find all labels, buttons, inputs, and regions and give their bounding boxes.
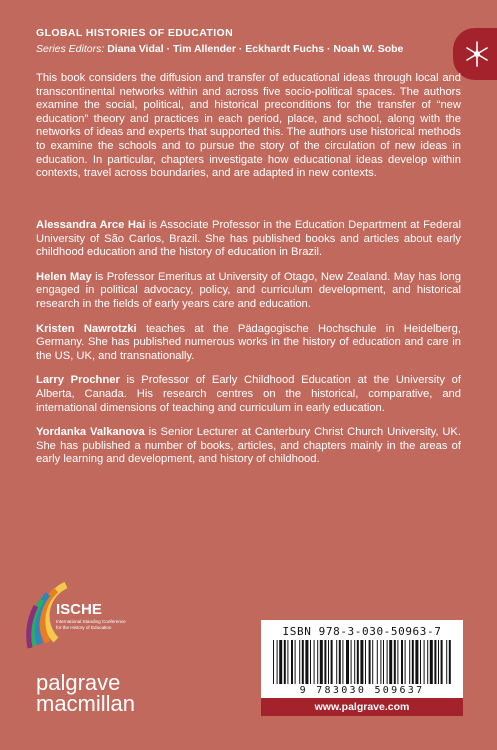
author-bio-text: is Senior Lecturer at Canterbury Christ Church University, UK. She has published a number of books, articles, and chapters mainly in the areas of early learning and development, and history of childhood.	[36, 426, 461, 466]
palgrave-macmillan-logo	[36, 672, 135, 714]
ische-line-1: International Standing Conference	[56, 619, 126, 624]
author-bio	[36, 374, 461, 415]
series-title: GLOBAL HISTORIES OF EDUCATION	[36, 27, 234, 39]
publisher-line-2: macmillan	[36, 691, 136, 716]
isbn: ISBN 978-3-030-50963-7	[282, 625, 442, 638]
ische-logo	[26, 570, 136, 660]
series-editors	[36, 43, 403, 55]
series-editors-label: Series Editors:	[36, 43, 105, 55]
author-bio	[36, 271, 461, 312]
author-bio-text: is Associate Professor in the Education Department at Federal University of São Carlos, Brazil. She has published books and articles about early childhood education and the history of education in Brazil.	[36, 219, 462, 259]
author-name: Larry Prochner	[36, 374, 120, 387]
author-bio	[36, 426, 461, 467]
author-bio	[36, 219, 461, 260]
barcode-digits: 9 783030 509637	[299, 685, 425, 696]
ische-line-2: for the History of Education	[56, 625, 112, 630]
barcode	[271, 640, 453, 684]
publisher-url[interactable]: www.palgrave.com	[261, 698, 463, 716]
author-bio-text: is Professor Emeritus at University of Otago, New Zealand. May has long engaged in political advocacy, policy, and curriculum development, and historical research in the fields of early years care and education.	[36, 270, 461, 310]
author-name: Alessandra Arce Hai	[36, 219, 146, 231]
book-description: This book considers the diffusion and transfer of educational ideas through local and transcontinental networks within and across five socio-political spaces. The authors examine the social, political, and historical preconditions for the transfer of “new education” theory and practices in each period, place, and school, along with the networks of ideas and experts that supported this. The authors use historical methods to examine the schools and to pursue the story of the circulation of new ideas in education. In particular, chapters investigate how educational ideas develop within contexts, travel across boundaries, and are adapted in new contexts.	[36, 72, 461, 180]
author-name: Yordanka Valkanova	[36, 426, 145, 439]
ische-acronym: ISCHE	[56, 601, 102, 618]
springer-nature-icon	[465, 40, 489, 68]
barcode-box	[261, 620, 463, 698]
author-bio-text: is Professor of Early Childhood Education at the University of Alberta, Canada. His research centres on the historical, comparative, and international dimensions of teaching and curriculum in early education.	[36, 374, 461, 414]
author-bio-text: teaches at the Pädagogische Hochschule in Heidelberg, Germany. She has published numerous works in the history of education and care in the US, UK, and transnationally.	[36, 322, 461, 362]
publisher-line-1: palgrave	[36, 670, 121, 695]
author-name: Kristen Nawrotzki	[36, 322, 137, 335]
author-bios	[36, 219, 461, 478]
series-editors-names: Diana Vidal · Tim Allender · Eckhardt Fuchs · Noah W. Sobe	[107, 43, 404, 55]
author-name: Helen May	[36, 270, 92, 283]
author-bio	[36, 323, 461, 364]
